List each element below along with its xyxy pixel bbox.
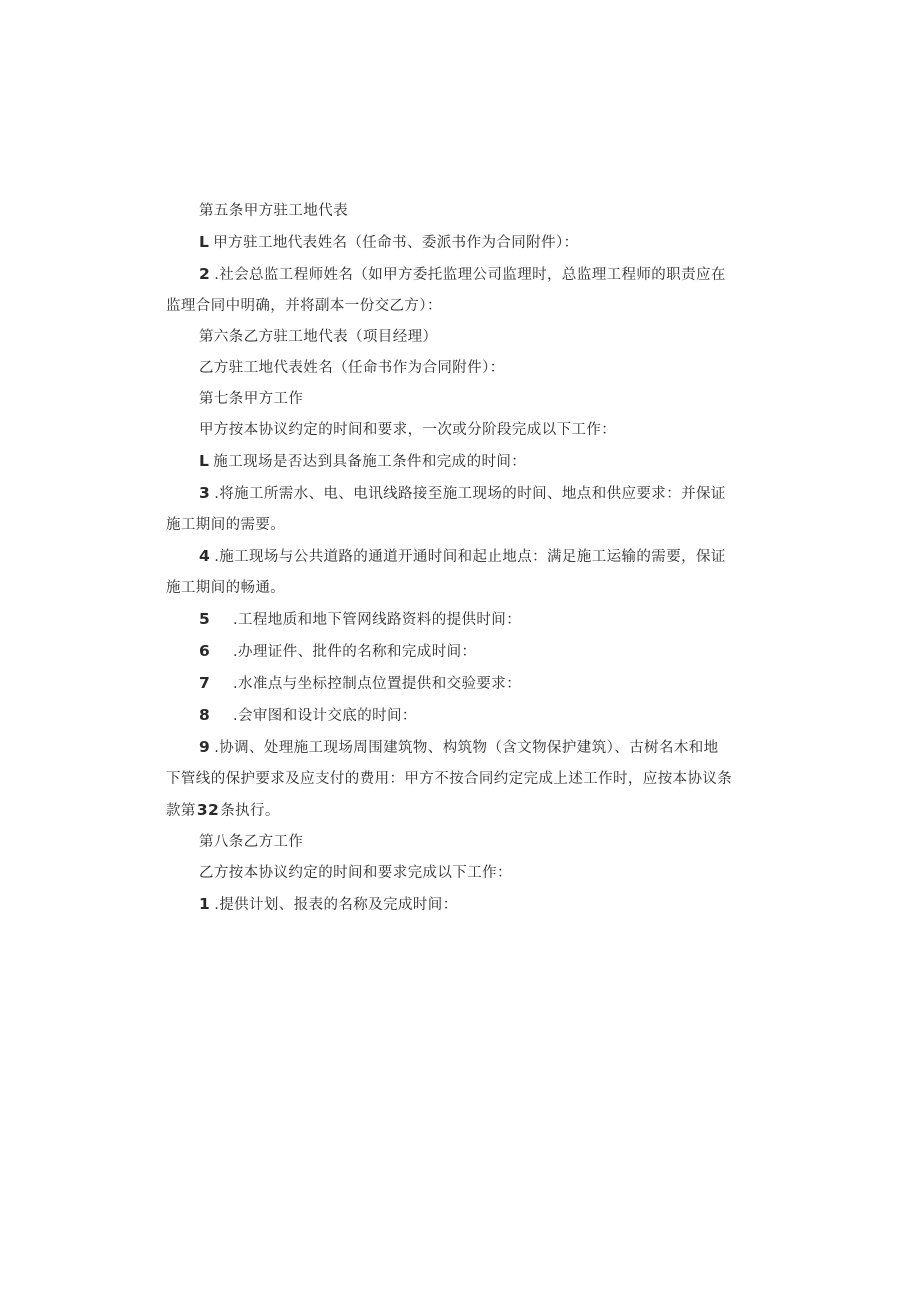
item-marker: L [199,233,210,251]
paragraph-7-9-cont: 下管线的保护要求及应支付的费用：甲方不按合同约定完成上述工作时，应按本协议条 [166,771,733,787]
paragraph-8-1: 1 .提供计划、报表的名称及完成时间： [166,889,750,921]
paragraph-7-1: L 施工现场是否达到具备施工条件和完成的时间： [166,446,750,478]
item-number: 8 [199,706,211,724]
paragraph-5-1: L 甲方驻工地代表姓名（任命书、委派书作为合同附件）： [166,227,750,259]
item-number: 3 [199,484,211,502]
item-number: 5 [199,610,211,628]
paragraph-7-6: 6 .办理证件、批件的名称和完成时间： [166,636,750,668]
paragraph-7-5: 5 .工程地质和地下管网线路资料的提供时间： [166,604,750,636]
item-number: 4 [199,547,211,565]
paragraph-5-2-cont: 监理合同中明确，并将副本一份交乙方）： [166,298,442,314]
item-number: 2 [199,265,211,283]
item-number: 7 [199,674,211,692]
article-8-heading: 第八条乙方工作 [199,834,304,850]
article-6-heading: 第六条乙方驻工地代表（项目经理） [199,329,438,345]
item-marker: L [199,452,210,470]
paragraph-7-7: 7 .水准点与坐标控制点位置提供和交验要求： [166,668,750,700]
paragraph-7-4: 4 .施工现场与公共道路的通道开通时间和起止地点：满足施工运输的需要，保证 [166,541,750,573]
article-5-heading: 第五条甲方驻工地代表 [199,203,348,219]
paragraph-7-intro: 甲方按本协议约定的时间和要求，一次或分阶段完成以下工作： [199,422,617,438]
paragraph-7-8: 8 .会审图和设计交底的时间： [166,700,750,732]
paragraph-7-9: 9 .协调、处理施工现场周围建筑物、构筑物（含文物保护建筑）、古树名木和地 [166,732,750,764]
item-number: 1 [199,895,211,913]
paragraph-7-3-cont: 施工期间的需要。 [166,517,286,533]
clause-reference: 32 [196,801,220,819]
paragraph-5-2: 2 .社会总监工程师姓名（如甲方委托监理公司监理时，总监理工程师的职责应在 [166,259,750,291]
item-number: 6 [199,642,211,660]
paragraph-7-4-cont: 施工期间的畅通。 [166,580,286,596]
paragraph-7-3: 3 .将施工所需水、电、电讯线路接至施工现场的时间、地点和供应要求：并保证 [166,478,750,510]
item-number: 9 [199,738,211,756]
document-body [166,196,750,921]
paragraph-8-intro: 乙方按本协议约定的时间和要求完成以下工作： [199,865,512,881]
paragraph-6-1: 乙方驻工地代表姓名（任命书作为合同附件）： [199,360,505,376]
paragraph-7-9-end: 款第32条执行。 [166,795,750,827]
article-7-heading: 第七条甲方工作 [199,391,304,407]
